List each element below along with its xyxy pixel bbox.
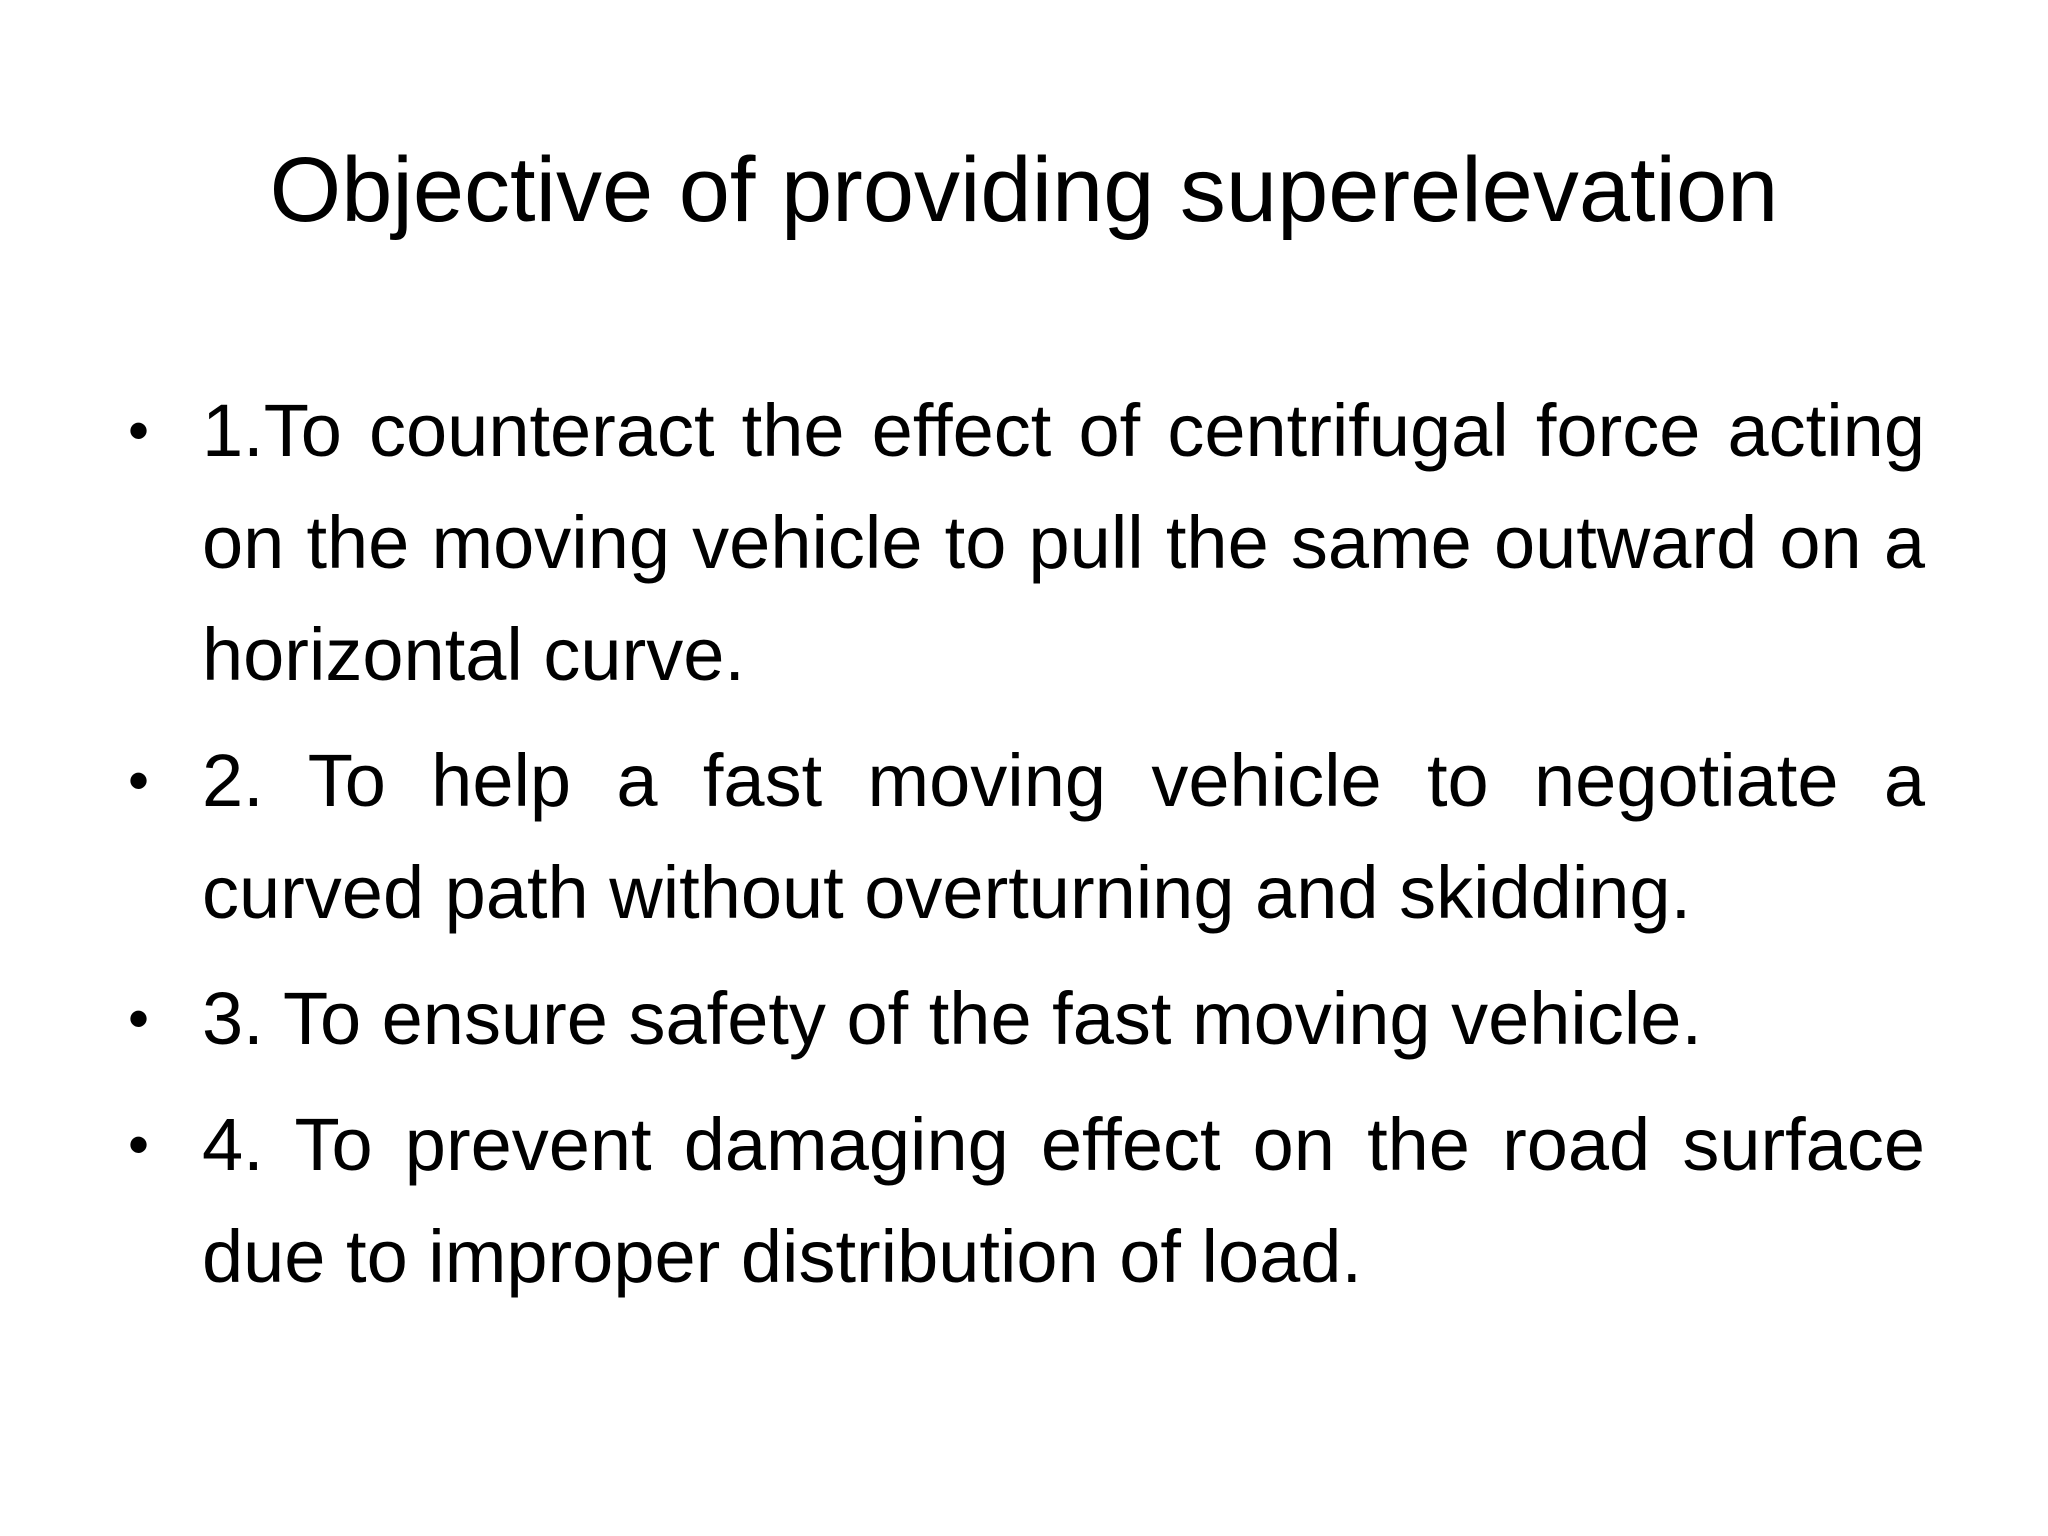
bullet-text: 2. To help a fast moving vehicle to negotiate a curved path without overturning and skidding. xyxy=(202,739,1925,934)
bullet-icon: • xyxy=(128,985,150,1052)
bullet-item xyxy=(120,963,1925,1075)
bullet-icon: • xyxy=(128,1111,150,1178)
bullet-item xyxy=(120,725,1925,949)
bullet-text: 1.To counteract the effect of centrifugal force acting on the moving vehicle to pull the same outward on a horizontal curve. xyxy=(202,389,1925,696)
bullet-item xyxy=(120,375,1925,711)
bullet-icon: • xyxy=(128,747,150,814)
bullet-item xyxy=(120,1089,1925,1313)
bullet-text: 4. To prevent damaging effect on the road surface due to improper distribution of load. xyxy=(202,1103,1925,1298)
slide-title: Objective of providing superelevation xyxy=(269,139,1779,241)
bullet-icon: • xyxy=(128,397,150,464)
bullet-list xyxy=(120,375,1925,1327)
bullet-text: 3. To ensure safety of the fast moving vehicle. xyxy=(202,977,1703,1060)
